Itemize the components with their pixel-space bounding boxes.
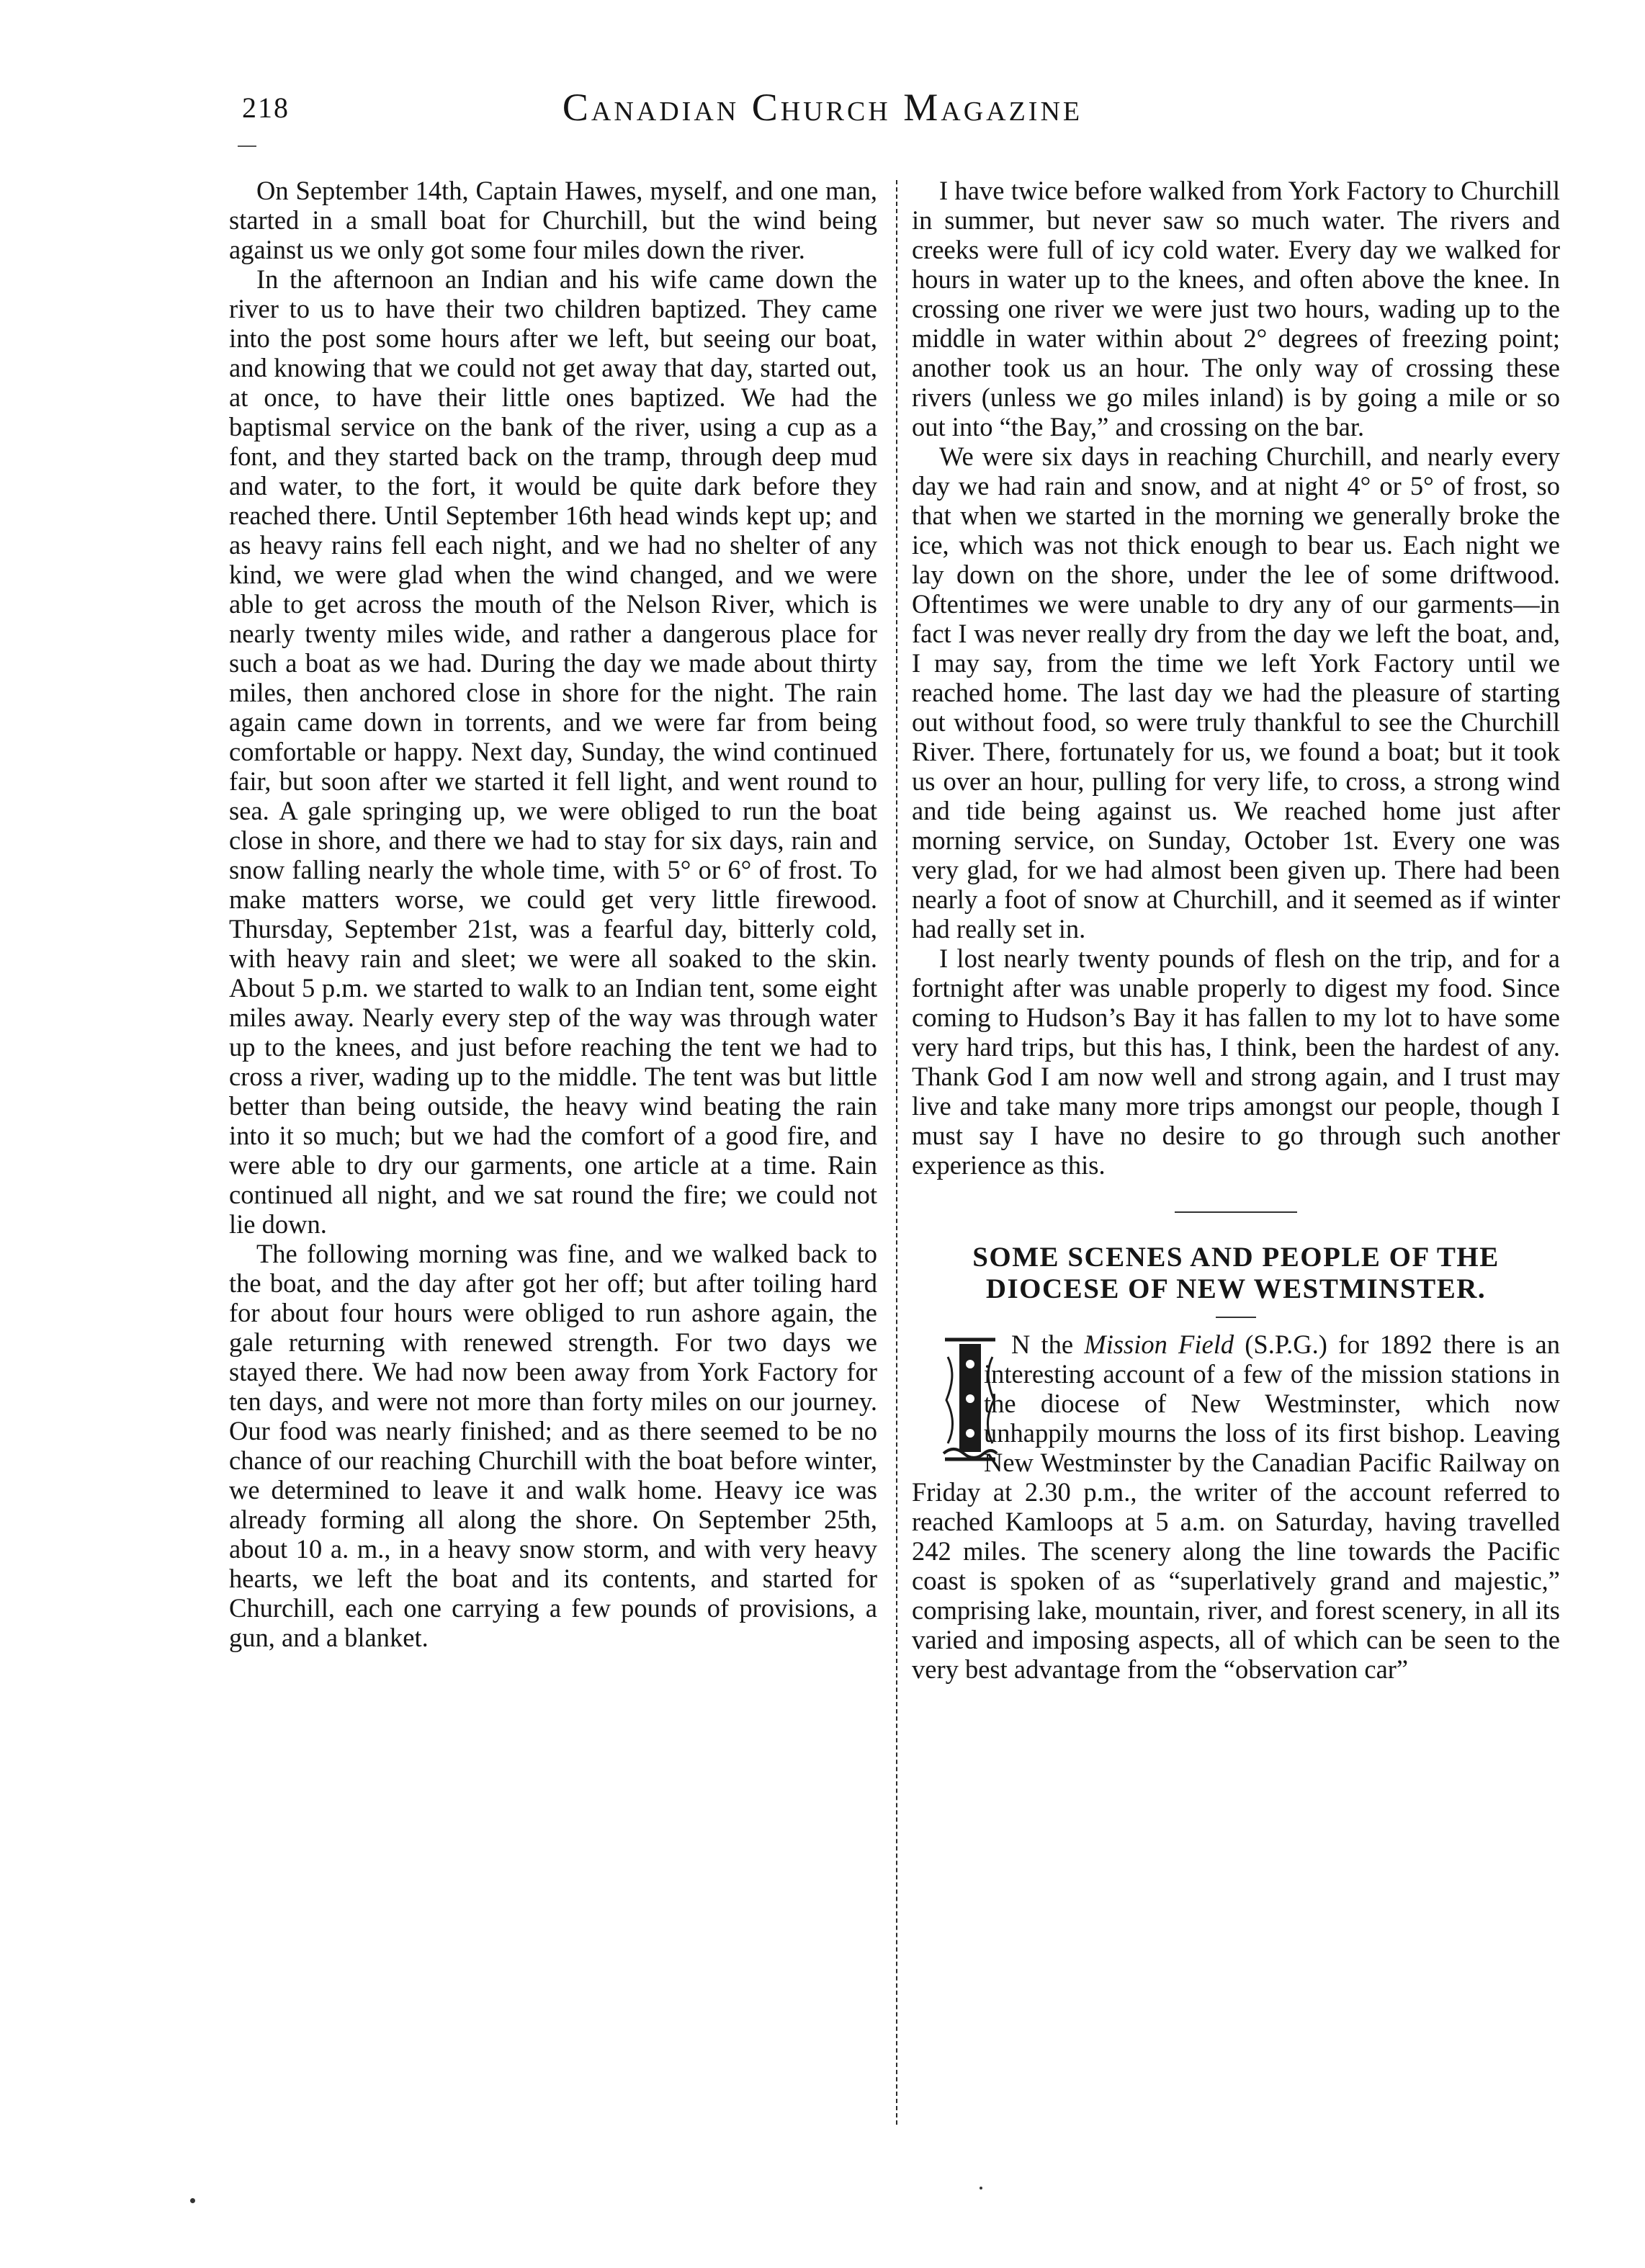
section-body-text: (S.P.G.) for 1892 there is an interesting account of a few of the mission stations in the diocese of New Westminster, which now unhappily mourns the loss of its first bishop. Leaving New Westminster by the Canadian Pacific Railway on Friday at 2.30 p.m., the writer of the account referred to reached Kamloops at 5 a.m. on Saturday, having travelled 242 miles. The scenery along the line towards the Pacific coast is spoken of as “superlatively grand and majestic,” comprising lake, mountain, river, and forest scenery, in all its varied and imposing aspects, all of which can be seen to the very best advantage from the “observation car” bbox=[912, 1330, 1561, 1684]
header-rule bbox=[238, 145, 256, 147]
print-speck bbox=[190, 2198, 195, 2203]
right-column bbox=[912, 176, 1560, 1684]
section-body bbox=[912, 1330, 1560, 1684]
column-divider bbox=[896, 180, 897, 2125]
section-divider-rule bbox=[1175, 1211, 1297, 1213]
left-column bbox=[229, 176, 877, 1652]
running-head: Canadian Church Magazine bbox=[562, 86, 1083, 129]
publication-title: Mission Field bbox=[1084, 1330, 1234, 1359]
section-title bbox=[912, 1242, 1560, 1305]
section-body-lead: N the bbox=[1011, 1330, 1085, 1359]
section-title-line: DIOCESE OF NEW WESTMINSTER. bbox=[985, 1273, 1487, 1304]
paragraph: We were six days in reaching Churchill, and nearly every day we had rain and snow, and at night 4° or 5° of frost, so that when we started in the morning we generally broke the ice, which was not thick enough to bear us. Each night we lay down on the shore, under the lee of some driftwood. Oftentimes we were unable to dry any of our garments—in fact I was never really dry from the day we left the boat, and, I may say, from the time we left York Factory until we reached home. The last day we had the pleasure of starting out without food, so were truly thankful to see the Churchill River. There, fortunately for us, we found a boat; but it took us over an hour, pulling for very life, to cross, a strong wind and tide being against us. We reached home just after morning service, on Sunday, October 1st. Every one was very glad, for we had almost been given up. There had been nearly a foot of snow at Churchill, and it seemed as if winter had really set in. bbox=[912, 442, 1560, 943]
page-number: 218 bbox=[242, 91, 290, 124]
paragraph: On September 14th, Captain Hawes, myself, and one man, started in a small boat for Churchill, but the wind being against us we only got some four miles down the river. bbox=[229, 176, 877, 264]
paragraph: In the afternoon an Indian and his wife came down the river to us to have their two children baptized. They came into the post some hours after we left, but seeing our boat, and knowing that we could not get away that day, started out, at once, to have their little ones baptized. We had the baptismal service on the bank of the river, using a cup as a font, and they started back on the tramp, through deep mud and water, to the fort, it would be quite dark before they reached there. Until September 16th head winds kept up; and as heavy rains fell each night, and we had no shelter of any kind, we were glad when the wind changed, and we were able to get across the mouth of the Nelson River, which is nearly twenty miles wide, and rather a dangerous place for such a boat as we had. During the day we made about thirty miles, then anchored close in shore for the night. The rain again came down in torrents, and we were far from being comfortable or happy. Next day, Sunday, the wind continued fair, but soon after we started it fell light, and went round to sea. A gale springing up, we were obliged to run the boat close in shore, and there we had to stay for six days, rain and snow falling nearly the whole time, with 5° or 6° of frost. To make matters worse, we could get very little firewood. Thursday, September 21st, was a fearful day, bitterly cold, with heavy rain and sleet; we were all soaked to the skin. About 5 p.m. we started to walk to an Indian tent, some eight miles away. Nearly every step of the way was through water up to the knees, and just before reaching the tent we had to cross a river, wading up to the middle. The tent was but little better than being outside, the heavy wind beating the rain into it so much; but we had the comfort of a good fire, and were able to dry our garments, one article at a time. Rain continued all night, and we sat round the fire; we could not lie down. bbox=[229, 264, 877, 1239]
paragraph: I have twice before walked from York Factory to Churchill in summer, but never saw so much water. The rivers and creeks were full of icy cold water. Every day we walked for hours in water up to the knees, and often above the knee. In crossing one river we were just two hours, wading up to the middle in water within about 2° degrees of freezing point; another took us an hour. The only way of crossing these rivers (unless we go miles inland) is by going a mile or so out into “the Bay,” and crossing on the bar. bbox=[912, 176, 1560, 442]
print-speck bbox=[980, 2187, 982, 2189]
section-title-line: SOME SCENES AND PEOPLE OF THE bbox=[972, 1242, 1500, 1273]
paragraph: The following morning was fine, and we walked back to the boat, and the day after got her off; but after toiling hard for about four hours were obliged to run ashore again, the gale returning with renewed strength. For two days we stayed there. We had now been away from York Factory for ten days, and were not more than forty miles on our journey. Our food was nearly finished; and as there seemed to be no chance of our reaching Churchill with the boat before winter, we determined to leave it and walk home. Heavy ice was already forming all along the shore. On September 25th, about 10 a. m., in a heavy snow storm, and with very heavy hearts, we left the boat and its contents, and started for Churchill, each one carrying a few pounds of provisions, a gun, and a blanket. bbox=[229, 1239, 877, 1652]
paragraph: I lost nearly twenty pounds of flesh on the trip, and for a fortnight after was unable properly to digest my food. Since coming to Hudson’s Bay it has fallen to my lot to have some very hard trips, but this has, I think, been the hardest of any. Thank God I am now well and strong again, and I trust may live and take many more trips amongst our people, though I must say I have no desire to go through such another experience as this. bbox=[912, 943, 1560, 1180]
title-rule bbox=[1216, 1317, 1256, 1318]
drop-cap-ornament bbox=[912, 1335, 974, 1464]
